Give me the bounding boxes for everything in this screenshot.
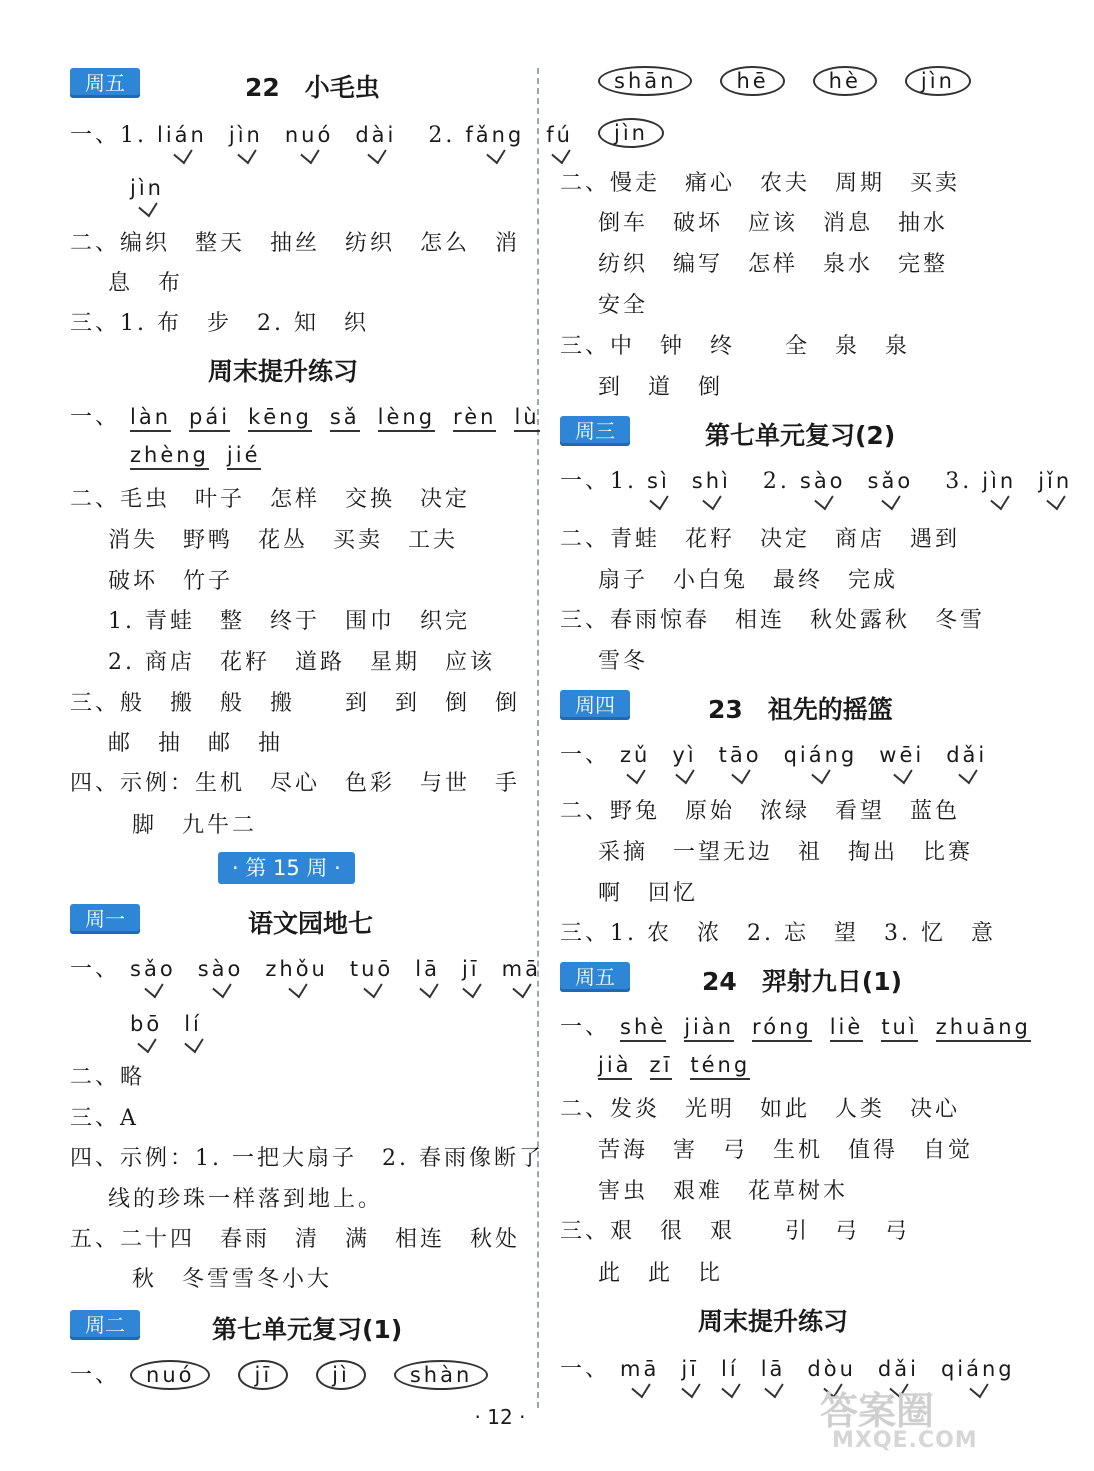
oval-answer: jìn bbox=[905, 66, 971, 96]
pinyin-answer: jié bbox=[227, 442, 261, 470]
question-line: 一、1. lián jìn nuó dài 2. fǎng fú bbox=[70, 118, 595, 149]
question-line: 二、毛虫 叶子 怎样 交换 决定 bbox=[70, 487, 471, 512]
lesson-title: 第七单元复习(1) bbox=[212, 1315, 403, 1344]
question-line: 害虫 艰难 花草树木 bbox=[598, 1179, 849, 1204]
check-mark-icon bbox=[882, 488, 901, 511]
pinyin-answer: rèn bbox=[453, 404, 496, 432]
pinyin-answer: qiáng bbox=[784, 743, 858, 767]
pinyin-answer: sǎo bbox=[868, 469, 914, 493]
oval-answer: shàn bbox=[394, 1360, 488, 1390]
pinyin-group bbox=[130, 1012, 224, 1036]
check-mark-icon bbox=[969, 1376, 988, 1399]
check-mark-icon bbox=[814, 488, 833, 511]
question-line: 苦海 害 弓 生机 值得 自觉 bbox=[598, 1138, 974, 1163]
pinyin-answer: shè bbox=[620, 1014, 666, 1042]
question-line: 一、 sǎo sào zhǒu tuō lā jī mā bbox=[70, 952, 563, 983]
pinyin-answer: jìn bbox=[982, 469, 1016, 493]
pinyin-answer: dǎi bbox=[878, 1357, 919, 1381]
question-line: 三、春雨惊春 相连 秋处露秋 冬雪 bbox=[560, 608, 986, 633]
pinyin-group bbox=[157, 123, 418, 147]
pinyin-group bbox=[130, 957, 563, 981]
oval-answer: hē bbox=[720, 66, 784, 96]
pinyin-answer: jǐn bbox=[1038, 469, 1072, 493]
pinyin-answer: fú bbox=[546, 123, 573, 147]
check-mark-icon bbox=[300, 142, 319, 165]
check-mark-icon bbox=[812, 762, 831, 785]
question-line: 五、二十四 春雨 清 满 相连 秋处 bbox=[70, 1227, 521, 1252]
day-tag: 周五 bbox=[70, 68, 140, 98]
question-line bbox=[598, 118, 692, 148]
check-mark-icon bbox=[367, 142, 386, 165]
question-line: 四、示例：生机 尽心 色彩 与世 手 bbox=[70, 771, 521, 796]
section-title: 周末提升练习 bbox=[698, 1307, 849, 1336]
day-tag: 周一 bbox=[70, 904, 140, 934]
pinyin-answer: téng bbox=[690, 1052, 750, 1080]
pinyin-answer: lí bbox=[184, 1012, 202, 1036]
question-line: 一、 làn pái kēng sǎ lèng rèn lù bbox=[70, 400, 558, 432]
question-line: 二、发炎 光明 如此 人类 决心 bbox=[560, 1097, 961, 1122]
oval-group bbox=[598, 121, 692, 146]
question-line: 一、 mā jī lí lā dòu dǎi qiáng bbox=[560, 1352, 1037, 1383]
pinyin-answer: tuō bbox=[350, 957, 393, 981]
question-line bbox=[598, 1052, 768, 1080]
check-mark-icon bbox=[1047, 488, 1066, 511]
check-mark-icon bbox=[991, 488, 1010, 511]
question-line: 脚 九牛二 bbox=[132, 813, 258, 838]
lesson-title: 语文园地七 bbox=[248, 909, 374, 938]
question-line: 此 此 比 bbox=[598, 1261, 724, 1286]
pinyin-group bbox=[800, 469, 935, 493]
question-line: 破坏 竹子 bbox=[108, 569, 234, 594]
check-mark-icon bbox=[676, 762, 695, 785]
pinyin-answer: mā bbox=[620, 1357, 659, 1381]
pinyin-group bbox=[620, 1357, 1037, 1381]
check-mark-icon bbox=[650, 488, 669, 511]
pinyin-answer: zhèng bbox=[130, 442, 209, 470]
oval-answer: shān bbox=[598, 66, 692, 96]
pinyin-answer: yì bbox=[672, 743, 696, 767]
question-line: 安全 bbox=[598, 293, 649, 318]
pinyin-answer: lèng bbox=[378, 404, 435, 432]
question-line: 三、艰 很 艰 引 弓 弓 bbox=[560, 1219, 911, 1244]
pinyin-group bbox=[620, 1015, 1049, 1039]
question-line: 消失 野鸭 花丛 买卖 工夫 bbox=[108, 528, 459, 553]
pinyin-answer: zhuāng bbox=[936, 1014, 1031, 1042]
pinyin-answer: jìn bbox=[229, 123, 263, 147]
question-line: 二、慢走 痛心 农夫 周期 买卖 bbox=[560, 171, 961, 196]
pinyin-answer: dǎi bbox=[946, 743, 987, 767]
question-line: 扇子 小白兔 最终 完成 bbox=[598, 568, 899, 593]
question-line: 一、 zǔ yì tāo qiáng wēi dǎi bbox=[560, 738, 1009, 769]
pinyin-answer: zhǒu bbox=[265, 957, 328, 981]
lesson-title: 第七单元复习(2) bbox=[705, 421, 896, 450]
question-line: 邮 抽 邮 抽 bbox=[108, 731, 284, 756]
pinyin-group bbox=[982, 469, 1094, 493]
lesson-title: 24 羿射九日(1) bbox=[702, 967, 903, 996]
pinyin-answer: shì bbox=[692, 469, 731, 493]
check-mark-icon bbox=[893, 762, 912, 785]
pinyin-answer: sǎo bbox=[130, 957, 176, 981]
question-line: 二、编织 整天 抽丝 纺织 怎么 消 bbox=[70, 231, 521, 256]
pinyin-answer: kēng bbox=[248, 404, 312, 432]
pinyin-answer: fǎng bbox=[465, 123, 524, 147]
question-line: 三、1. 布 步 2. 知 织 bbox=[70, 311, 369, 336]
oval-answer: jī bbox=[238, 1360, 288, 1390]
pinyin-answer: tuì bbox=[881, 1014, 917, 1042]
pinyin-answer: róng bbox=[752, 1014, 812, 1042]
check-mark-icon bbox=[627, 762, 646, 785]
question-line: 到 道 倒 bbox=[598, 375, 724, 400]
watermark-logo: 答案圈 bbox=[820, 1389, 935, 1433]
question-line: 雪冬 bbox=[598, 649, 649, 674]
check-mark-icon bbox=[288, 976, 307, 999]
pinyin-group bbox=[598, 1053, 768, 1077]
check-mark-icon bbox=[173, 142, 192, 165]
pinyin-answer: dòu bbox=[807, 1357, 856, 1381]
oval-group bbox=[130, 1363, 516, 1388]
oval-group bbox=[598, 69, 999, 94]
lesson-title: 23 祖先的摇篮 bbox=[708, 695, 893, 724]
page-number: · 12 · bbox=[474, 1405, 526, 1429]
pinyin-answer: qiáng bbox=[941, 1357, 1015, 1381]
pinyin-answer: dài bbox=[355, 123, 396, 147]
pinyin-group bbox=[130, 176, 186, 200]
pinyin-answer: zǔ bbox=[620, 743, 650, 767]
check-mark-icon bbox=[682, 1376, 701, 1399]
day-tag: 周二 bbox=[70, 1310, 140, 1340]
check-mark-icon bbox=[144, 976, 163, 999]
pinyin-answer: tāo bbox=[719, 743, 762, 767]
question-line: 二、野兔 原始 浓绿 看望 蓝色 bbox=[560, 799, 961, 824]
check-mark-icon bbox=[462, 976, 481, 999]
question-line: 二、青蛙 花籽 决定 商店 遇到 bbox=[560, 527, 961, 552]
oval-answer: hè bbox=[813, 66, 877, 96]
check-mark-icon bbox=[137, 1031, 156, 1054]
day-tag: 周五 bbox=[560, 962, 630, 992]
pinyin-group bbox=[620, 743, 1009, 767]
check-mark-icon bbox=[764, 1376, 783, 1399]
pinyin-answer: sì bbox=[647, 469, 670, 493]
pinyin-answer: lā bbox=[415, 957, 440, 981]
question-line: 三、A bbox=[70, 1106, 139, 1131]
pinyin-answer: pái bbox=[189, 404, 230, 432]
check-mark-icon bbox=[419, 976, 438, 999]
day-tag: 周四 bbox=[560, 690, 630, 720]
oval-answer: jì bbox=[316, 1360, 366, 1390]
question-line: 一、 nuó jī jì shàn bbox=[70, 1358, 516, 1390]
pinyin-answer: bō bbox=[130, 1012, 162, 1036]
question-line: 纺织 编写 怎样 泉水 完整 bbox=[598, 252, 949, 277]
pinyin-group bbox=[130, 443, 279, 467]
pinyin-answer: lā bbox=[761, 1357, 786, 1381]
pinyin-answer: jī bbox=[681, 1357, 699, 1381]
check-mark-icon bbox=[631, 1376, 650, 1399]
week-badge: · 第 15 周 · bbox=[218, 852, 355, 884]
check-mark-icon bbox=[212, 976, 231, 999]
question-line: 秋 冬雪雪冬小大 bbox=[132, 1267, 333, 1292]
check-mark-icon bbox=[486, 142, 505, 165]
pinyin-answer: nuó bbox=[285, 123, 333, 147]
oval-answer: nuó bbox=[130, 1360, 210, 1390]
question-line: 一、 shè jiàn róng liè tuì zhuāng bbox=[560, 1010, 1049, 1042]
pinyin-answer: jī bbox=[462, 957, 480, 981]
pinyin-answer: liè bbox=[830, 1014, 864, 1042]
pinyin-answer: lián bbox=[157, 123, 207, 147]
pinyin-answer: sào bbox=[800, 469, 846, 493]
question-line: 啊 回忆 bbox=[598, 881, 699, 906]
question-line: 一、1. sì shì 2. sào sǎo 3. jìn jǐn bbox=[560, 464, 1094, 495]
question-line: 倒车 破坏 应该 消息 抽水 bbox=[598, 211, 949, 236]
pinyin-answer: wēi bbox=[879, 743, 924, 767]
pinyin-group bbox=[465, 123, 595, 147]
check-mark-icon bbox=[731, 762, 750, 785]
check-mark-icon bbox=[721, 1376, 740, 1399]
question-line: 线的珍珠一样落到地上。 bbox=[108, 1187, 384, 1212]
check-mark-icon bbox=[513, 976, 532, 999]
question-line: 三、1. 农 浓 2. 忘 望 3. 忆 意 bbox=[560, 921, 996, 946]
question-line: 四、示例：1. 一把大扇子 2. 春雨像断了 bbox=[70, 1146, 544, 1171]
check-mark-icon bbox=[237, 142, 256, 165]
oval-answer: jìn bbox=[598, 118, 664, 148]
pinyin-answer: sǎ bbox=[330, 404, 360, 432]
pinyin-answer: sào bbox=[198, 957, 244, 981]
lesson-title: 22 小毛虫 bbox=[245, 73, 380, 102]
question-line bbox=[598, 66, 999, 96]
question-line bbox=[130, 176, 186, 201]
day-tag: 周三 bbox=[560, 416, 630, 446]
question-line: 1. 青蛙 整 终于 围巾 织完 bbox=[108, 609, 470, 634]
check-mark-icon bbox=[551, 142, 570, 165]
question-line: 三、般 搬 般 搬 到 到 倒 倒 bbox=[70, 691, 521, 716]
pinyin-answer: zī bbox=[650, 1052, 673, 1080]
check-mark-icon bbox=[958, 762, 977, 785]
pinyin-answer: lù bbox=[514, 404, 539, 432]
question-line: 二、略 bbox=[70, 1065, 146, 1090]
question-line: 采摘 一望无边 祖 掏出 比赛 bbox=[598, 840, 974, 865]
check-mark-icon bbox=[184, 1031, 203, 1054]
question-line: 2. 商店 花籽 道路 星期 应该 bbox=[108, 650, 495, 675]
question-line bbox=[130, 1012, 224, 1037]
pinyin-group bbox=[647, 469, 753, 493]
question-line: 三、中 钟 终 全 泉 泉 bbox=[560, 334, 911, 359]
pinyin-answer: lí bbox=[721, 1357, 739, 1381]
question-line: 息 布 bbox=[108, 271, 184, 296]
pinyin-answer: jìn bbox=[130, 176, 164, 200]
question-line bbox=[130, 442, 279, 470]
column-divider bbox=[537, 68, 539, 1408]
pinyin-answer: jià bbox=[598, 1052, 632, 1080]
pinyin-answer: jiàn bbox=[684, 1014, 734, 1042]
watermark-url: MXQE.COM bbox=[832, 1428, 978, 1453]
check-mark-icon bbox=[138, 195, 157, 218]
pinyin-answer: mā bbox=[502, 957, 541, 981]
check-mark-icon bbox=[703, 488, 722, 511]
check-mark-icon bbox=[363, 976, 382, 999]
section-title: 周末提升练习 bbox=[208, 357, 359, 386]
pinyin-group bbox=[130, 405, 558, 429]
pinyin-answer: làn bbox=[130, 404, 171, 432]
